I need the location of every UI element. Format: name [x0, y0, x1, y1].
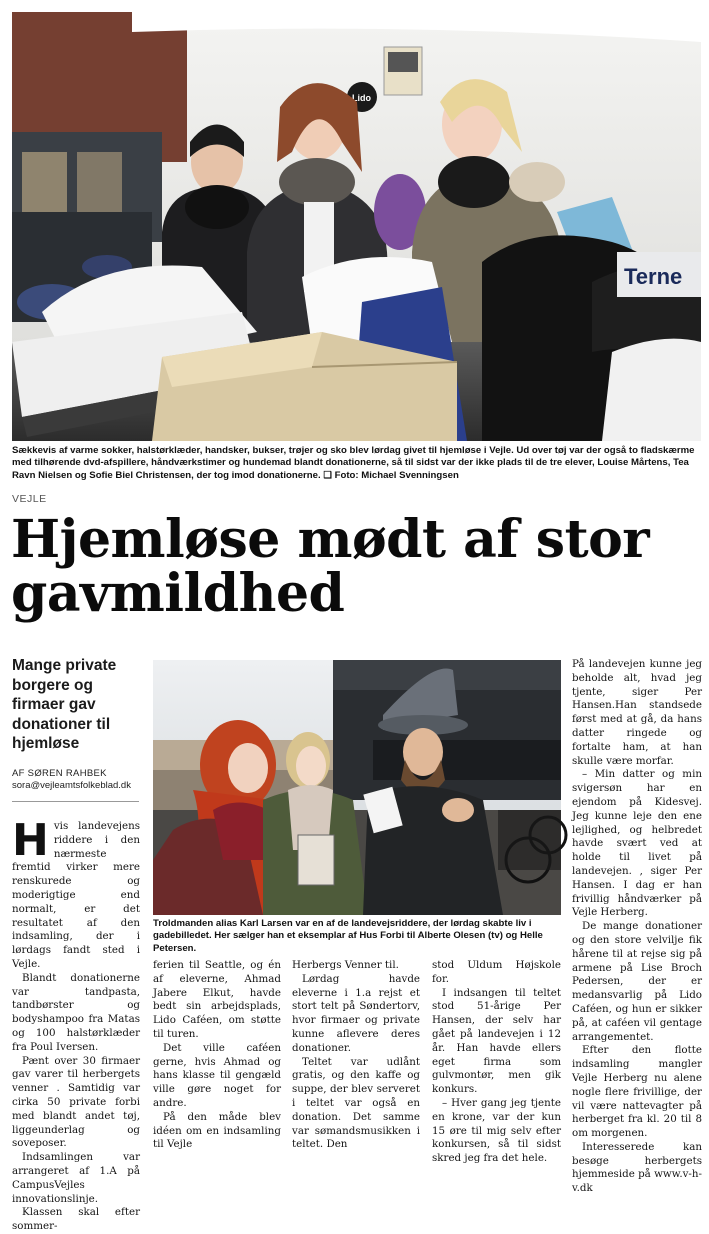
article-paragraph — [12, 815, 140, 972]
headline: Hjemløse mødt af stor gavmildhed — [11, 509, 650, 624]
photo-credit-symbol: ❏ — [323, 469, 332, 481]
article-paragraph: På landevejen kunne jeg beholde alt, hvad jeg tjente, siger Per Hansen.Han standsede først med at gå, da hans datter ringede og fortalte ham, at han skulle være morfar. — [572, 658, 702, 767]
top-photo-image — [12, 12, 701, 441]
terne-bag-text: Terne — [624, 264, 683, 289]
byline — [12, 768, 147, 792]
article-column-2 — [153, 959, 281, 1151]
article-paragraph: Klassen skal efter sommer- — [12, 1206, 140, 1233]
lido-sign-text: Lido — [352, 93, 371, 103]
byline-author: AF SØREN RAHBEK — [12, 768, 107, 779]
article-paragraph-text: vis landevejens riddere i den nærmeste fremtid virker mere renskurede og moderigtige end normalt, er det resultatet af den indsamling, der i lørdags fandt sted i Vejle. — [12, 820, 140, 970]
article-paragraph: stod Uldum Højskole for. — [432, 959, 561, 985]
top-photo-caption-text: Sækkevis af varme sokker, halstørklæder, handsker, bukser, trøjer og sko blev lørdag givet til hjemløse i Vejle. Ud over tøj var der også to fladskærme med tilhørende dvd-afspillere, håndværkstimer og hundemad blandt donationerne, så til sidst var der ikke plads til de tre elever, Louise Mårtens, Tea Ravn Nielsen og Sofie Biel Christensen, der tog imod donationerne. — [12, 445, 695, 481]
photo-credit: Foto: Michael Svenningsen — [334, 469, 459, 481]
article-paragraph: Indsamlingen var arrangeret af 1.A på CampusVejles innovationslinje. — [12, 1151, 140, 1205]
section-label: VEJLE — [12, 493, 47, 505]
article-column-3 — [292, 959, 420, 1151]
article-paragraph: ferien til Seattle, og én af eleverne, Ahmad Jabere Elkut, havde bedt sin arbejdsplads, Lido Caféen, om støtte til turen. — [153, 959, 281, 1040]
article-paragraph: – Hver gang jeg tjente en krone, var der kun 15 øre til mig selv efter konkursen, så til sidst skred jeg fra det hele. — [432, 1096, 561, 1165]
top-photo — [12, 12, 701, 441]
article-paragraph: Pænt over 30 firmaer gav varer til herbergets venner . Samtidig var cirka 50 private forbi med blandt andet tøj, liggeunderlag og soveposer. — [12, 1054, 140, 1150]
article-paragraph: De mange donationer og den store velvilje fik hårene til at rejse sig på armene på Lise Broch Pedersen, der er medansvarlig på Lido Caféen, og hun er sikker på, at caféen vil gentage arrangementet. — [572, 920, 702, 1043]
article-paragraph: Efter den flotte indsamling mangler Vejle Herberg nu alene nogle flere frivillige, der vil være nattevagter på herberget fra kl. 20 til 8 om morgenen. — [572, 1044, 702, 1140]
article-paragraph: Herbergs Venner til. — [292, 959, 399, 971]
drop-cap: H — [12, 815, 49, 866]
second-photo-image — [153, 660, 561, 915]
article-paragraph: Lørdag havde eleverne i 1.a rejst et stort telt på Søndertorv, hvor firmaer og private kunne aflevere deres donationer. — [292, 972, 420, 1054]
byline-email: sora@vejleamtsfolkeblad.dk — [12, 780, 131, 791]
second-photo — [153, 660, 561, 915]
article-paragraph: – Min datter og min svigersøn har en ejendom på Kidesvej. Jeg kunne leje den ene lejlighed, og helbredet havde svært ved at holde til livet på landevejen. , siger Per Hansen. I dag er han frivillig håndværker på Vejle Herberg. — [572, 768, 702, 919]
article-column-1 — [12, 815, 140, 1233]
second-photo-caption: Troldmanden alias Karl Larsen var en af de landevejsriddere, der lørdag skabte liv i gadebilledet. Her sælger han et eksemplar af Hus Forbi til Alberte Olesen (tv) og Helle Petersen. — [153, 918, 543, 954]
article-column-5 — [572, 658, 702, 1195]
article-paragraph: Interesserede kan besøge herbergets hjemmeside på www.v-h-v.dk — [572, 1140, 702, 1195]
article-paragraph: På den måde blev idéen om en indsamling til Vejle — [153, 1110, 281, 1151]
article-paragraph: I indsangen til teltet stod 51-årige Per Hansen, der selv har gået på landevejen i 12 år. Han havde ellers eget firma som gulvmontør, men gik konkurs. — [432, 986, 561, 1096]
article-paragraph: Teltet var udlånt gratis, og den kaffe og suppe, der blev serveret i teltet var også en donation. Det samme var sømandsmusikken i teltet. Den — [292, 1055, 420, 1151]
article-column-4 — [432, 959, 561, 1165]
subheadline: Mange private borgere og firmaer gav donationer til hjemløse — [12, 657, 117, 752]
article-paragraph: Det ville caféen gerne, hvis Ahmad og hans klasse til gengæld ville gøre noget for andre. — [153, 1041, 281, 1109]
article-paragraph: Blandt donationerne var tandpasta, tandbørster og bodyshampoo fra Matas og 100 halstørklæder fra Poul Iversen. — [12, 971, 140, 1053]
top-photo-caption — [12, 445, 701, 482]
byline-divider — [12, 801, 139, 802]
